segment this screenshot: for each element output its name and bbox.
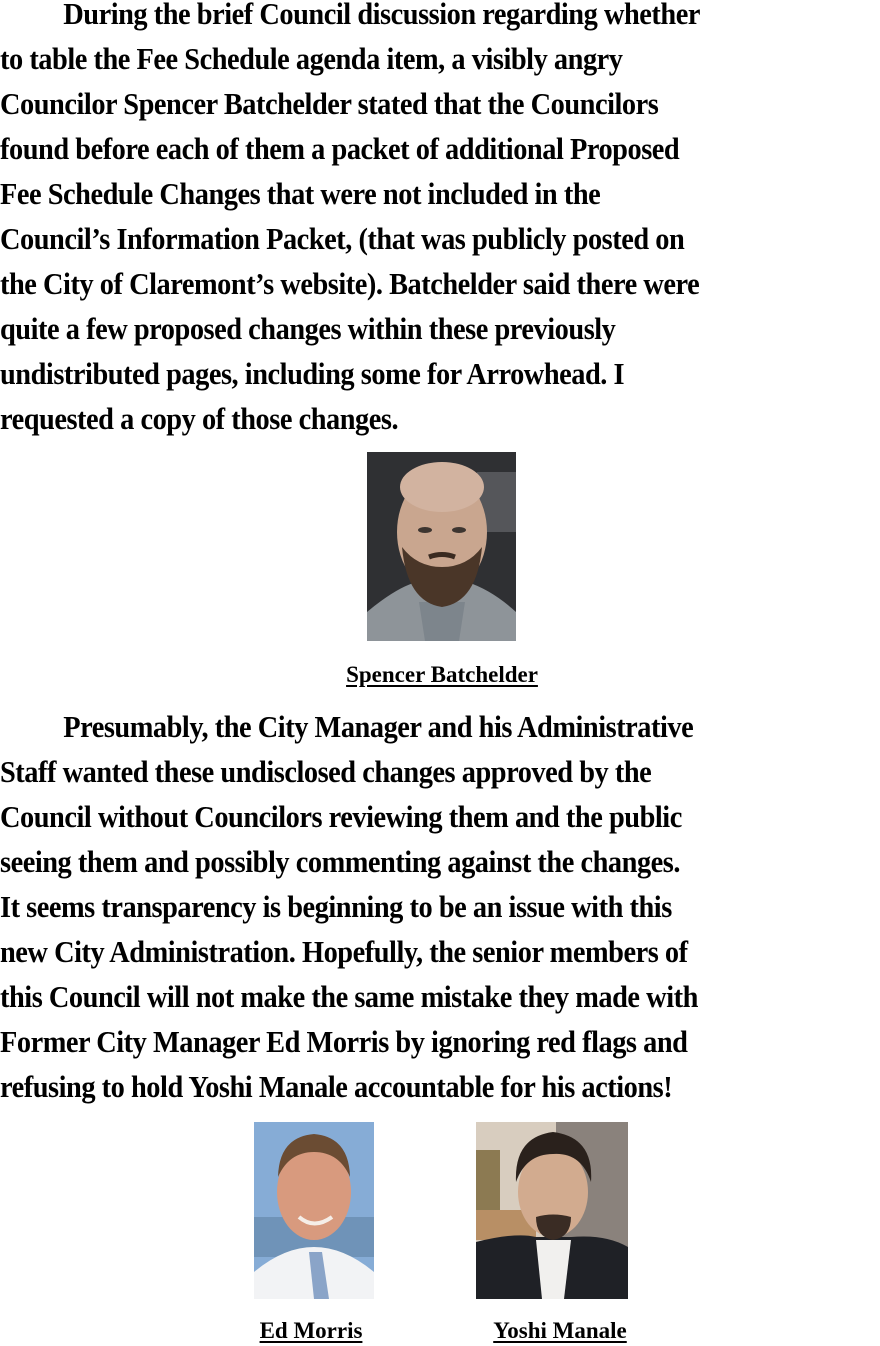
text-line: new City Administration. Hopefully, the senior members of xyxy=(0,935,688,969)
text-line: undistributed pages, including some for Arrowhead. I xyxy=(0,357,625,391)
caption-yoshi-manale: Yoshi Manale xyxy=(493,1318,627,1343)
caption-spencer-batchelder: Spencer Batchelder xyxy=(346,662,538,687)
portrait-illustration xyxy=(476,1122,628,1299)
text-line: this Council will not make the same mistake they made with xyxy=(0,980,698,1014)
text-line: seeing them and possibly commenting against the changes. xyxy=(0,845,680,879)
paragraph-transparency-concerns xyxy=(0,705,823,1110)
text-line: the City of Claremont’s website). Batchelder said there were xyxy=(0,267,700,301)
text-line: Councilor Spencer Batchelder stated that the Councilors xyxy=(0,87,659,121)
text-line: During the brief Council discussion regarding whether xyxy=(63,0,700,31)
portrait-illustration xyxy=(254,1122,374,1299)
text-line: found before each of them a packet of additional Proposed xyxy=(0,132,680,166)
text-line: Former City Manager Ed Morris by ignoring red flags and xyxy=(0,1025,688,1059)
text-line: Council without Councilors reviewing them and the public xyxy=(0,800,682,834)
caption-ed-morris: Ed Morris xyxy=(259,1318,363,1343)
text-line: Staff wanted these undisclosed changes approved by the xyxy=(0,755,652,789)
text-line: refusing to hold Yoshi Manale accountable for his actions! xyxy=(0,1070,673,1104)
text-line: requested a copy of those changes. xyxy=(0,402,399,436)
photo-yoshi-manale xyxy=(476,1122,628,1299)
text-line: Presumably, the City Manager and his Administrative xyxy=(63,710,694,744)
text-line: to table the Fee Schedule agenda item, a visibly angry xyxy=(0,42,623,76)
text-line: Council’s Information Packet, (that was publicly posted on xyxy=(0,222,685,256)
text-line: Fee Schedule Changes that were not included in the xyxy=(0,177,601,211)
text-line: It seems transparency is beginning to be an issue with this xyxy=(0,890,672,924)
paragraph-council-discussion xyxy=(0,0,823,442)
photo-spencer-batchelder xyxy=(367,452,516,641)
photo-ed-morris xyxy=(254,1122,374,1299)
portrait-illustration xyxy=(367,452,516,641)
text-line: quite a few proposed changes within these previously xyxy=(0,312,616,346)
